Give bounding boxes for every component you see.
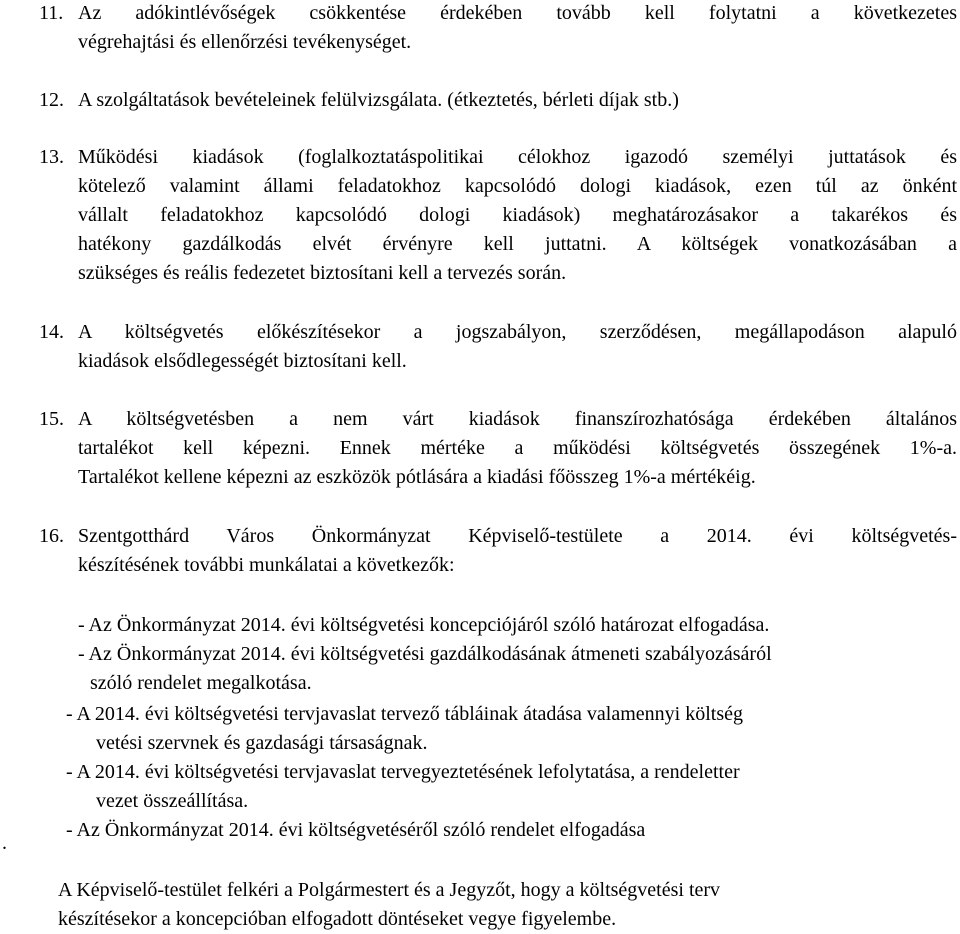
text-line: Szentgotthárd Város Önkormányzat Képviselő-testülete a 2014. évi költségvetés- [78,525,957,547]
task-line: vezet összeállítása. [96,790,249,812]
text-line: készítésének további munkálatai a következők: [78,554,455,576]
text-line: kiadások elsődlegességét biztosítani kell. [78,350,407,372]
list-item-16 [39,522,957,580]
item-number: 16. [39,525,64,547]
text-line: A szolgáltatások bevételeinek felülvizsgálata. (étkeztetés, bérleti díjak stb.) [78,89,679,111]
item-text [78,405,957,492]
list-item-15 [39,405,957,492]
item-text [78,318,957,376]
item-number: 12. [39,89,64,111]
task-line: vetési szervnek és gazdasági társaságnak. [96,732,428,754]
task-line: - Az Önkormányzat 2014. évi költségvetési gazdálkodásának átmeneti szabályozásáról [78,643,772,665]
text-line: vállalt feladatokhoz kapcsolódó dologi kiadások) meghatározásakor a takarékos és [78,204,957,226]
text-line: A költségvetésben a nem várt kiadások finanszírozhatósága érdekében általános [78,408,957,430]
item-text [78,522,957,580]
item-number: 13. [39,146,64,168]
text-line: A Képviselő-testület felkéri a Polgármestert és a Jegyzőt, hogy a költségvetési terv [58,879,721,901]
item-text [78,0,957,57]
text-line: szükséges és reális fedezetet biztosítani kell a tervezés során. [78,262,567,284]
list-item-12 [39,86,957,115]
list-item-11 [39,0,957,57]
list-item-14 [39,318,957,376]
text-line: végrehajtási és ellenőrzési tevékenységet. [78,31,412,53]
text-line: Működési kiadások (foglalkoztatáspolitikai célokhoz igazodó személyi juttatások és [78,146,957,168]
stray-dot: . [2,832,7,854]
item-number: 11. [39,2,64,24]
text-line: kötelező valamint állami feladatokhoz kapcsolódó dologi kiadások, ezen túl az önként [78,175,957,197]
text-line: tartalékot kell képezni. Ennek mértéke a működési költségvetés összegének 1%-a. [78,437,957,459]
text-line: hatékony gazdálkodás elvét érvényre kell juttatni. A költségek vonatkozásában a [78,233,957,255]
item-text [78,86,957,115]
text-line: A költségvetés előkészítésekor a jogszabályon, szerződésen, megállapodáson alapuló [78,321,957,343]
list-item-13 [39,143,957,288]
item-number: 15. [39,408,64,430]
item-text [78,143,957,288]
text-line: Az adókintlévőségek csökkentése érdekében tovább kell folytatni a következetes [78,2,957,24]
task-line: - A 2014. évi költségvetési tervjavaslat tervegyeztetésének lefolytatása, a rendeletter [66,761,740,783]
closing-paragraph [58,876,938,934]
item-number: 14. [39,321,64,343]
text-line: készítésekor a koncepcióban elfogadott döntéseket vegye figyelembe. [58,908,617,930]
task-line: - Az Önkormányzat 2014. évi költségvetéséről szóló rendelet elfogadása [66,819,646,841]
task-line: - A 2014. évi költségvetési tervjavaslat tervező tábláinak átadása valamennyi költség [66,703,744,725]
task-line: szóló rendelet megalkotása. [90,672,312,694]
text-line: Tartalékot kellene képezni az eszközök pótlására a kiadási főösszeg 1%-a mértékéig. [78,466,756,488]
task-line: - Az Önkormányzat 2014. évi költségvetési koncepciójáról szóló határozat elfogadása. [78,614,770,636]
